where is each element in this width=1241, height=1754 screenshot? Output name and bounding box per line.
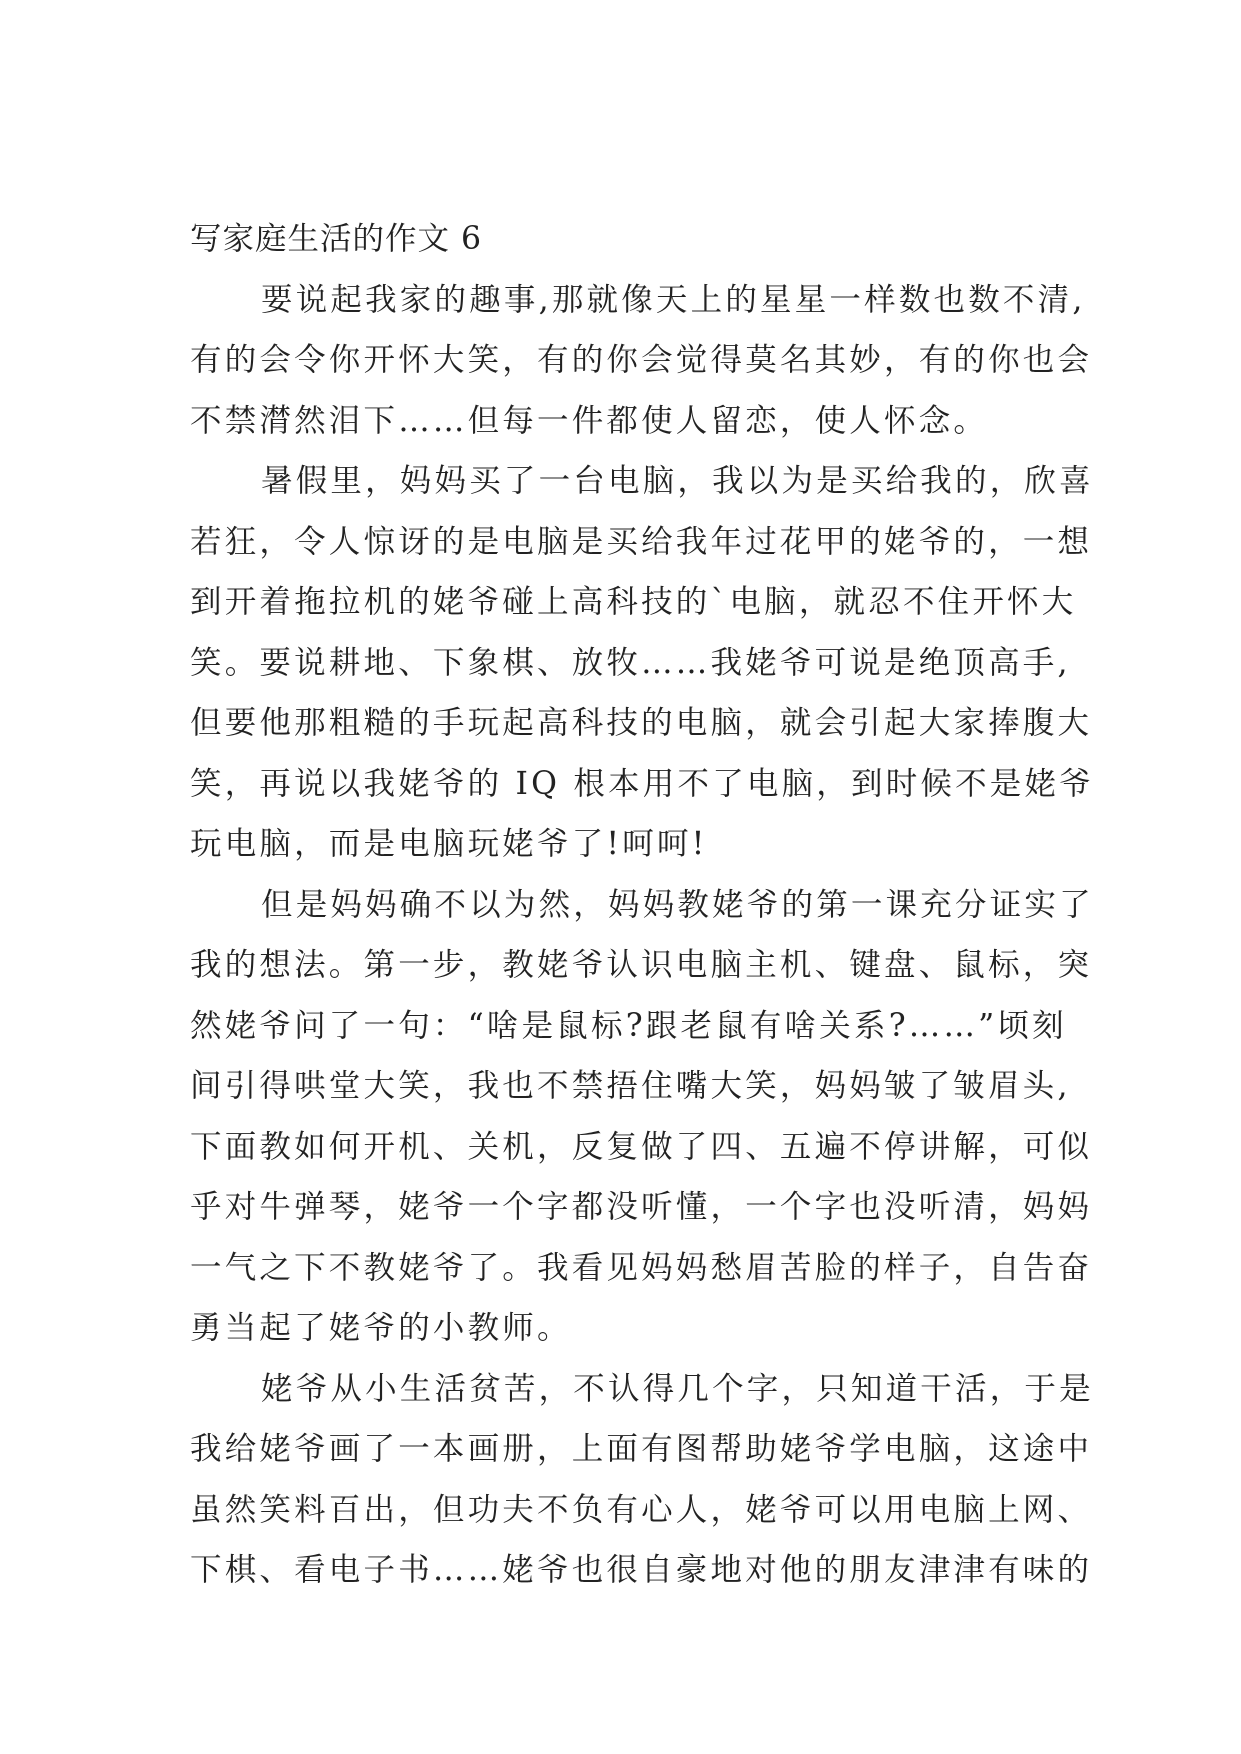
- text-line: 玩电脑，而是电脑玩姥爷了!呵呵!: [190, 826, 708, 862]
- text-line: 笑。要说耕地、下象棋、放牧……我姥爷可说是绝顶高手,: [190, 644, 1071, 681]
- text-line: 若狂，令人惊讶的是电脑是买给我年过花甲的姥爷的，一想: [190, 523, 1093, 560]
- text-line: 勇当起了姥爷的小教师。: [190, 1310, 572, 1346]
- text-line: 我给姥爷画了一本画册，上面有图帮助姥爷学电脑，这途中: [190, 1431, 1093, 1467]
- essay-lines: [190, 281, 1094, 1614]
- text-line: 下棋、看电子书……姥爷也很自豪地对他的朋友津津有味的: [190, 1552, 1093, 1588]
- text-line: 要说起我家的趣事,那就像天上的星星一样数也数不清,: [261, 281, 1086, 318]
- text-line: 虽然笑料百出，但功夫不负有心人，姥爷可以用电脑上网、: [190, 1491, 1093, 1528]
- essay-body: [190, 221, 1094, 1614]
- text-line: 我的想法。第一步，教姥爷认识电脑主机、键盘、鼠标，突: [190, 947, 1093, 983]
- text-line: 有的会令你开怀大笑，有的你会觉得莫名其妙，有的你也会: [190, 342, 1093, 378]
- text-line: 间引得哄堂大笑，我也不禁捂住嘴大笑，妈妈皱了皱眉头,: [190, 1068, 1071, 1104]
- essay-title: 写家庭生活的作文 6: [190, 221, 483, 257]
- text-line: 下面教如何开机、关机，反复做了四、五遍不停讲解，可似: [190, 1128, 1093, 1165]
- text-line: 姥爷从小生活贫苦，不认得几个字，只知道干活，于是: [261, 1370, 1094, 1407]
- text-line: 但要他那粗糙的手玩起高科技的电脑，就会引起大家捧腹大: [190, 705, 1093, 741]
- text-line: 不禁潸然泪下……但每一件都使人留恋，使人怀念。: [190, 402, 989, 439]
- text-line: 笑，再说以我姥爷的 IQ 根本用不了电脑，到时候不是姥爷: [190, 765, 1094, 802]
- text-line: 一气之下不教姥爷了。我看见妈妈愁眉苦脸的样子，自告奋: [190, 1249, 1093, 1286]
- text-line: 暑假里，妈妈买了一台电脑，我以为是买给我的，欣喜: [261, 463, 1094, 499]
- text-line: 到开着拖拉机的姥爷碰上高科技的`电脑，就忍不住开怀大: [190, 584, 1077, 620]
- text-line: 乎对牛弹琴，姥爷一个字都没听懂，一个字也没听清，妈妈: [190, 1189, 1093, 1225]
- text-line: 然姥爷问了一句：“啥是鼠标?跟老鼠有啥关系?……”顷刻: [190, 1007, 1067, 1044]
- text-line: 但是妈妈确不以为然，妈妈教姥爷的第一课充分证实了: [261, 886, 1094, 923]
